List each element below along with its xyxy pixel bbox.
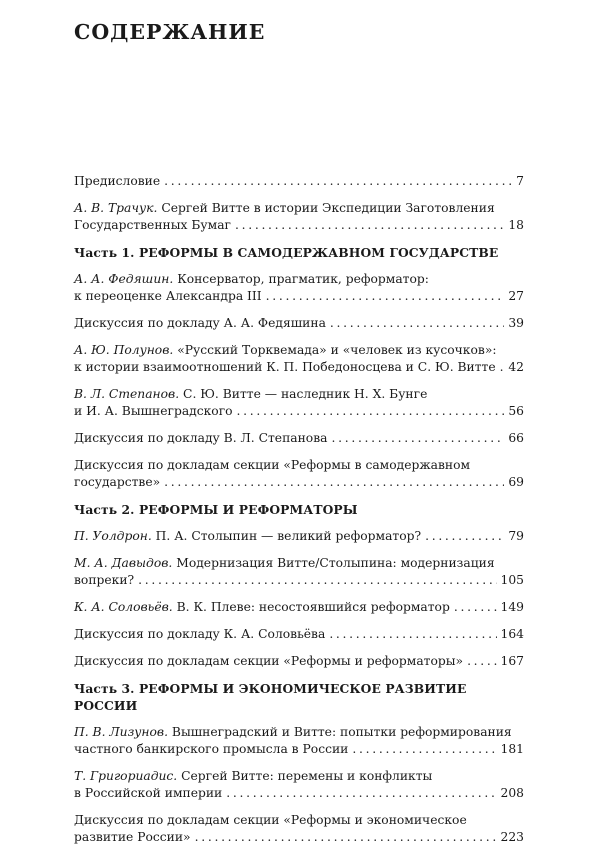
- toc-entry-line: [74, 724, 524, 741]
- dot-leader: [329, 626, 496, 643]
- part-heading-text: Часть 1. РЕФОРМЫ В САМОДЕРЖАВНОМ ГОСУДАРСТВЕ: [74, 245, 499, 260]
- toc-entry[interactable]: [74, 430, 524, 447]
- toc-entry-line: [74, 653, 524, 670]
- dot-leader: [454, 599, 497, 616]
- toc-entry-text-wrap: [74, 343, 496, 357]
- toc-entry-line: [74, 528, 524, 545]
- toc-entry-text-wrap: [74, 173, 160, 190]
- toc-page-number: 7: [516, 174, 524, 188]
- toc-page-number: 42: [508, 360, 524, 374]
- toc-entry-text-wrap: [74, 829, 191, 846]
- toc-entry-text-wrap: [74, 430, 327, 447]
- toc-entry-line: [74, 217, 524, 234]
- dot-leader: [164, 474, 504, 491]
- toc-entry-title: Государственных Бумаг: [74, 218, 231, 232]
- toc-entry-title: Дискуссия по докладам секции «Реформы и экономическое: [74, 813, 467, 827]
- toc-entry-text-wrap: [74, 458, 470, 472]
- toc-entry[interactable]: [74, 200, 524, 234]
- toc-entry-text-wrap: [74, 315, 326, 332]
- toc-entry-text-wrap: [74, 556, 495, 570]
- toc-entry-line: [74, 812, 524, 829]
- toc-page-number: 39: [508, 316, 524, 330]
- toc-entry-author: А. В. Трачук.: [74, 201, 158, 215]
- toc-entry-line: [74, 173, 524, 190]
- toc-entry-line: [74, 572, 524, 589]
- toc-entry[interactable]: [74, 528, 524, 545]
- dot-leader: [352, 741, 496, 758]
- toc-entry-title: Дискуссия по докладу В. Л. Степанова: [74, 431, 328, 445]
- dot-leader: [164, 173, 512, 190]
- toc-entry-line: [74, 403, 524, 420]
- toc-entry-author: В. Л. Степанов.: [74, 387, 180, 401]
- toc-entry-text-wrap: [74, 769, 432, 783]
- toc-entry-title: «Русский Торквемада» и «человек из кусочков»:: [177, 343, 497, 357]
- toc-page-number: 208: [500, 786, 524, 800]
- toc-entry-title: Дискуссия по докладам секции «Реформы и реформаторы»: [74, 654, 464, 668]
- toc-entry-title: в Российской империи: [74, 786, 223, 800]
- toc-entry[interactable]: [74, 386, 524, 420]
- toc-entry-text-wrap: [74, 474, 160, 491]
- toc-entry-title: Дискуссия по докладу К. А. Соловьёва: [74, 627, 326, 641]
- toc-entry-title: Сергей Витте: перемены и конфликты: [181, 769, 433, 783]
- toc-entry-text-wrap: [74, 725, 512, 739]
- toc-entry-line: [74, 555, 524, 572]
- toc-entry-line: [74, 741, 524, 758]
- toc-entry-line: [74, 342, 524, 359]
- toc-entry[interactable]: [74, 812, 524, 846]
- toc-entry[interactable]: [74, 768, 524, 802]
- toc-entry-line: [74, 430, 524, 447]
- toc-entry-line: [74, 271, 524, 288]
- toc-entry-line: [74, 599, 524, 616]
- toc-entry-title: Предисловие: [74, 174, 161, 188]
- toc-entry-title: В. К. Плеве: несостоявшийся реформатор: [176, 600, 450, 614]
- dot-leader: [467, 653, 496, 670]
- toc-entry-line: [74, 288, 524, 305]
- toc-entry[interactable]: [74, 457, 524, 491]
- toc-entry-line: [74, 386, 524, 403]
- toc-entry-title: Дискуссия по докладу А. А. Федяшина: [74, 316, 326, 330]
- toc-entry-line: [74, 359, 524, 376]
- toc-entry-line: [74, 315, 524, 332]
- toc-entry-title: Вышнеградский и Витте: попытки реформирования: [171, 725, 512, 739]
- toc-entry-line: [74, 829, 524, 846]
- toc-entry-line: [74, 474, 524, 491]
- toc-entry[interactable]: [74, 724, 524, 758]
- dot-leader: [331, 430, 504, 447]
- toc-entry-text-wrap: [74, 272, 429, 286]
- toc-entry-text-wrap: [74, 387, 427, 401]
- toc-entry-text-wrap: [74, 217, 231, 234]
- toc-entry-title: частного банкирского промысла в России: [74, 742, 349, 756]
- dot-leader: [266, 288, 505, 305]
- toc-page-number: 105: [500, 573, 524, 587]
- toc-entry-author: П. В. Лизунов.: [74, 725, 168, 739]
- toc-entry-title: С. Ю. Витте — наследник Н. Х. Бунге: [183, 387, 428, 401]
- toc-entry-line: [74, 626, 524, 643]
- toc-entry-title: к переоценке Александра III: [74, 289, 262, 303]
- toc-entry-title: Модернизация Витте/Столыпина: модернизация: [176, 556, 495, 570]
- toc-page-number: 181: [500, 742, 524, 756]
- toc-entry[interactable]: [74, 626, 524, 643]
- toc-entry-author: М. А. Давыдов.: [74, 556, 173, 570]
- toc-entry-text-wrap: [74, 201, 495, 215]
- toc-entry-line: [74, 200, 524, 217]
- toc-entry-text-wrap: [74, 599, 450, 616]
- toc-entry-author: П. Уолдрон.: [74, 529, 152, 543]
- toc-entry-title: и И. А. Вышнеградского: [74, 404, 233, 418]
- toc-page-number: 69: [508, 475, 524, 489]
- toc-entry[interactable]: [74, 653, 524, 670]
- toc-part-heading: [74, 244, 524, 261]
- toc-entry-line: [74, 785, 524, 802]
- toc-entry-text-wrap: [74, 785, 222, 802]
- toc-entry[interactable]: [74, 315, 524, 332]
- toc-page-number: 56: [508, 404, 524, 418]
- toc-page-number: 79: [508, 529, 524, 543]
- toc-entry[interactable]: [74, 342, 524, 376]
- toc-page-number: 164: [500, 627, 524, 641]
- toc-entry-text-wrap: [74, 741, 348, 758]
- toc-entry-author: Т. Григориадис.: [74, 769, 178, 783]
- dot-leader: [138, 572, 496, 589]
- toc-entry-author: А. Ю. Полунов.: [74, 343, 174, 357]
- dot-leader: [500, 359, 505, 376]
- dot-leader: [330, 315, 504, 332]
- toc-entry-text-wrap: [74, 288, 262, 305]
- toc-page-number: 223: [500, 830, 524, 844]
- toc-page-number: 27: [508, 289, 524, 303]
- toc-page-number: 66: [508, 431, 524, 445]
- toc-entry-title: развитие России»: [74, 830, 191, 844]
- toc-entry-title: вопреки?: [74, 573, 135, 587]
- toc-entry-text-wrap: [74, 626, 325, 643]
- toc-entry-text-wrap: [74, 813, 467, 827]
- dot-leader: [237, 403, 505, 420]
- table-of-contents: [74, 173, 524, 856]
- toc-entry-text-wrap: [74, 403, 233, 420]
- toc-entry-title: Сергей Витте в истории Экспедиции Заготовления: [161, 201, 495, 215]
- toc-entry-author: А. А. Федяшин.: [74, 272, 174, 286]
- toc-entry-text-wrap: [74, 528, 421, 545]
- dot-leader: [195, 829, 497, 846]
- toc-part-heading: [74, 680, 524, 714]
- page-title: СОДЕРЖАНИЕ: [74, 20, 266, 44]
- toc-entry-title: к истории взаимоотношений К. П. Победоносцева и С. Ю. Витте: [74, 360, 496, 374]
- toc-entry-title: П. А. Столыпин — великий реформатор?: [155, 529, 422, 543]
- toc-entry-author: К. А. Соловьёв.: [74, 600, 173, 614]
- dot-leader: [425, 528, 504, 545]
- part-heading-text: Часть 2. РЕФОРМЫ И РЕФОРМАТОРЫ: [74, 502, 358, 517]
- dot-leader: [235, 217, 504, 234]
- toc-entry-text-wrap: [74, 653, 463, 670]
- toc-page-number: 167: [500, 654, 524, 668]
- toc-part-heading: [74, 501, 524, 518]
- toc-entry-text-wrap: [74, 359, 496, 376]
- toc-entry-title: государстве»: [74, 475, 161, 489]
- toc-entry[interactable]: [74, 555, 524, 589]
- toc-entry-line: [74, 768, 524, 785]
- part-heading-text: Часть 3. РЕФОРМЫ И ЭКОНОМИЧЕСКОЕ РАЗВИТИЕ РОССИИ: [74, 681, 467, 713]
- toc-page-number: 149: [500, 600, 524, 614]
- toc-entry[interactable]: [74, 599, 524, 616]
- dot-leader: [226, 785, 496, 802]
- toc-page-number: 18: [508, 218, 524, 232]
- toc-entry-line: [74, 457, 524, 474]
- toc-entry-title: Дискуссия по докладам секции «Реформы в самодержавном: [74, 458, 471, 472]
- toc-entry[interactable]: [74, 173, 524, 190]
- toc-entry-text-wrap: [74, 572, 134, 589]
- toc-entry-title: Консерватор, прагматик, реформатор:: [177, 272, 429, 286]
- toc-entry[interactable]: [74, 271, 524, 305]
